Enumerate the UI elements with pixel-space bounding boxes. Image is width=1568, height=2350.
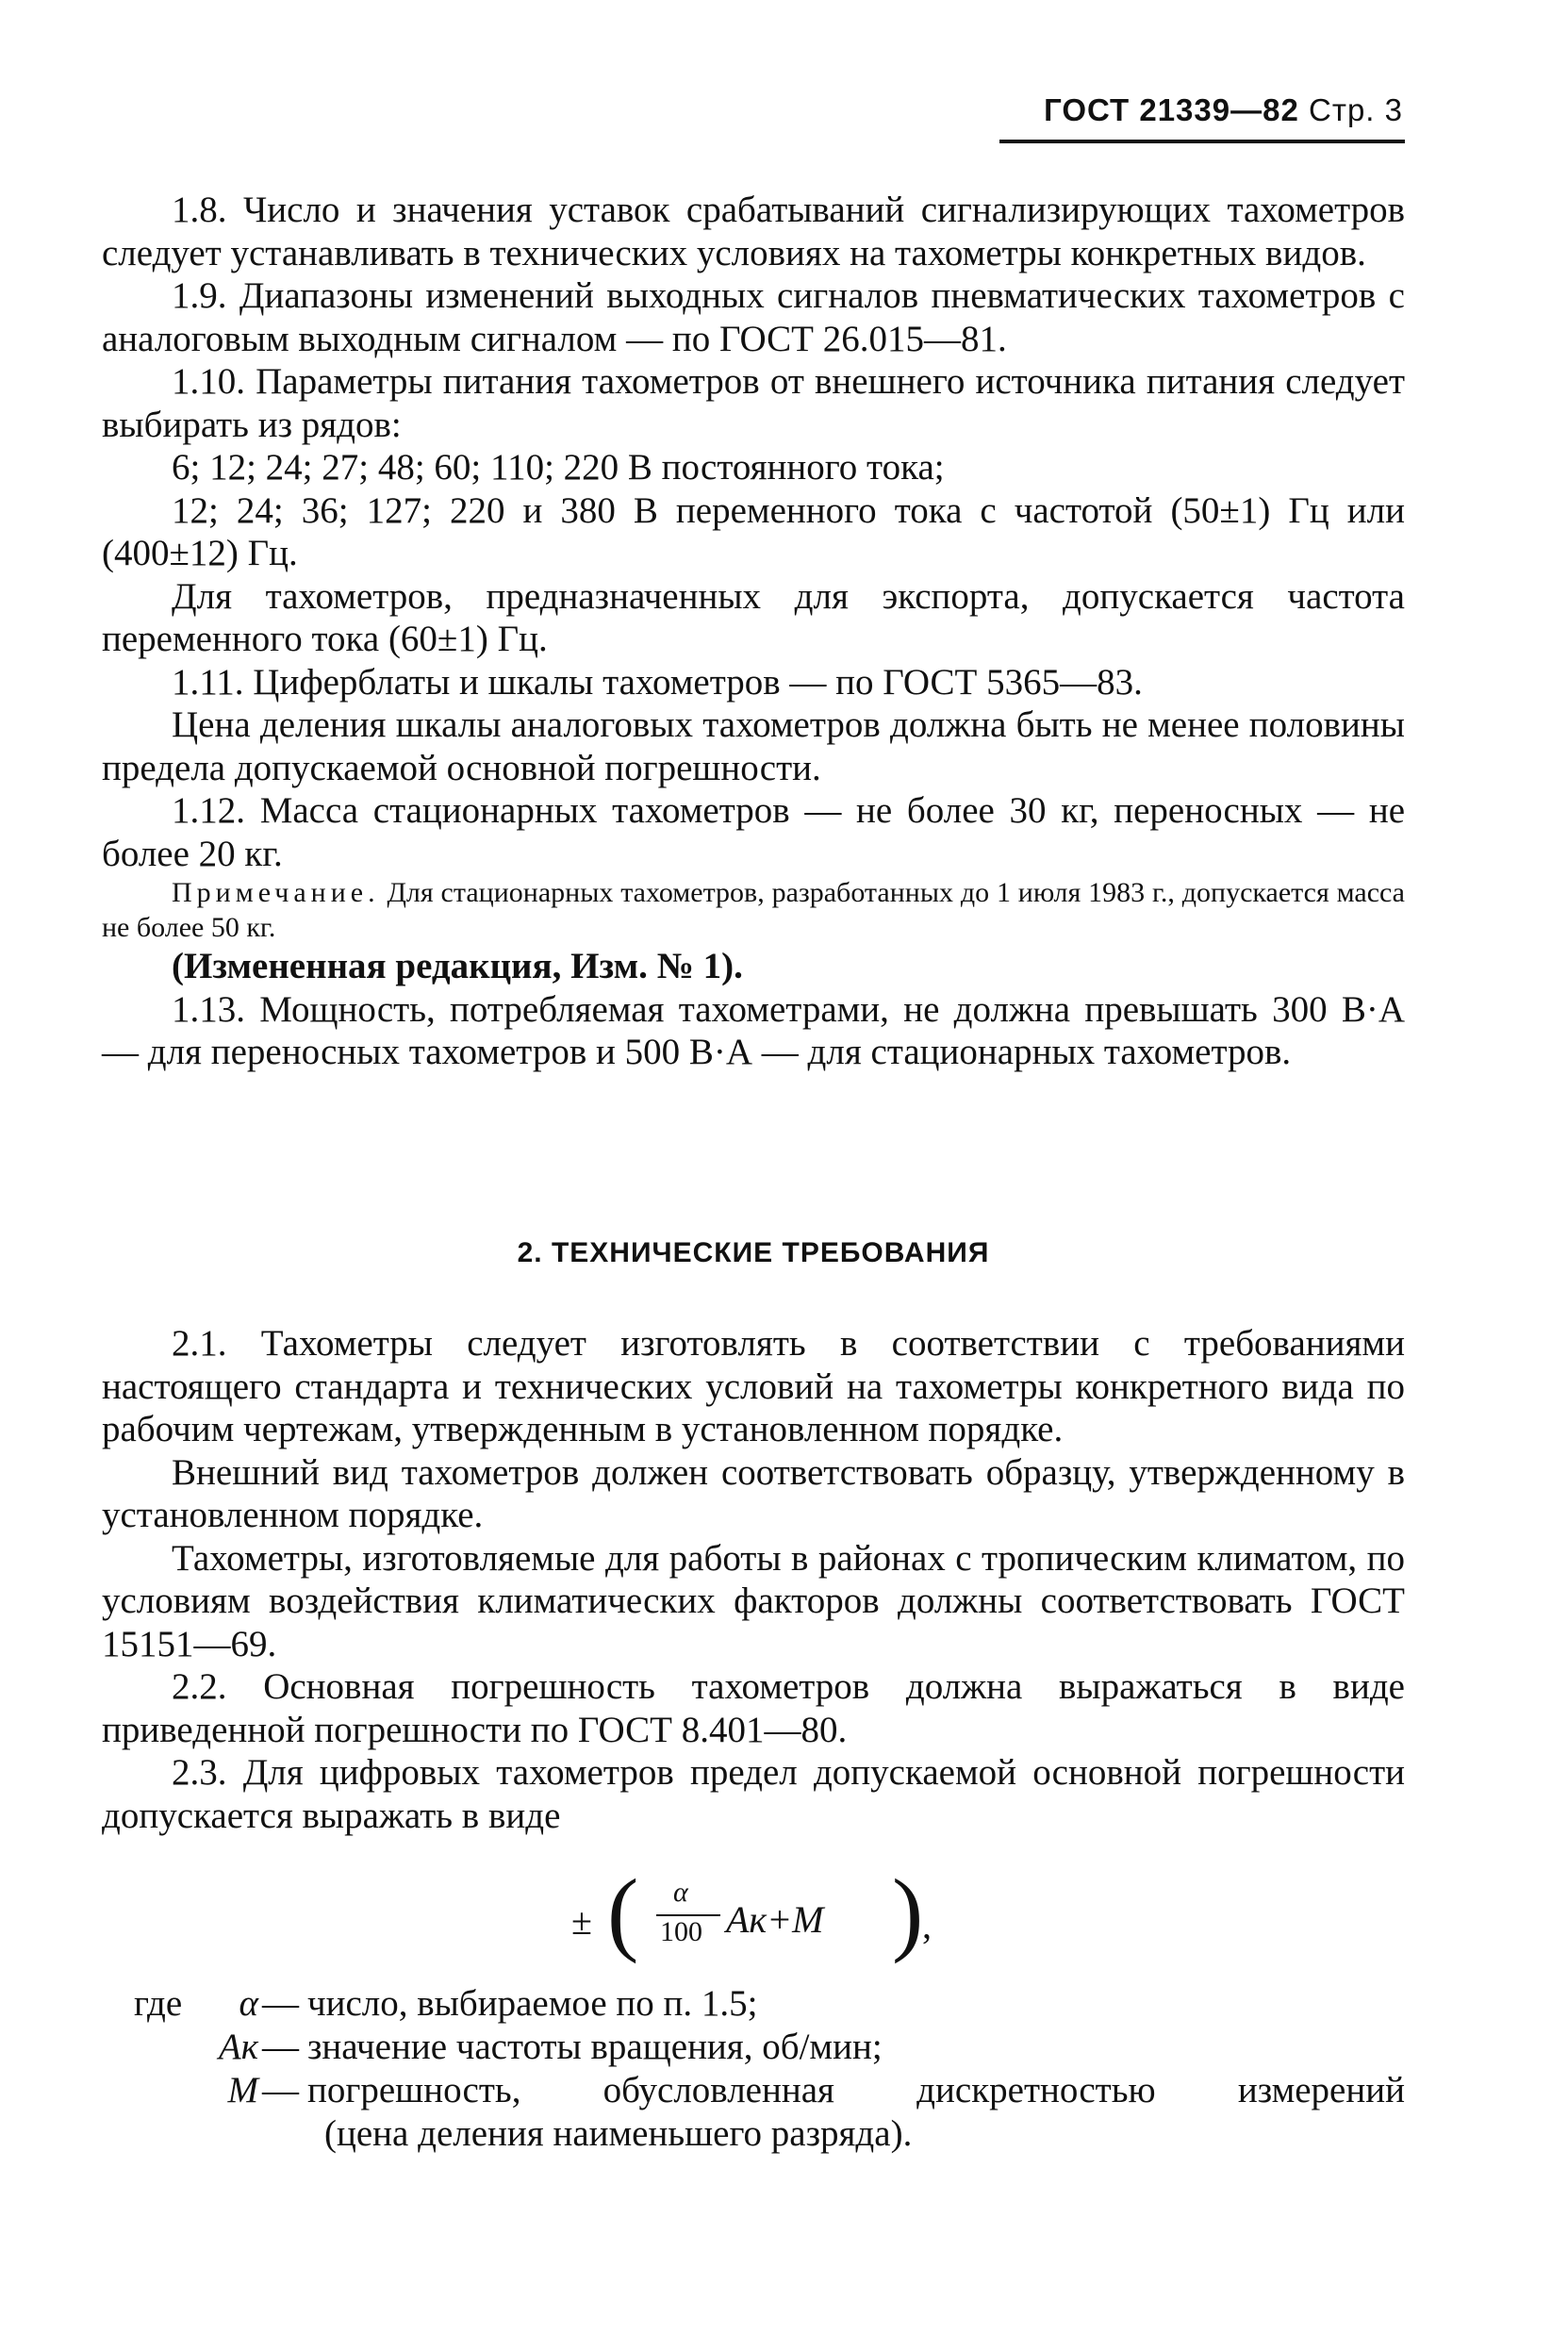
paragraph: 12; 24; 36; 127; 220 и 380 В переменного тока с частотой (50±1) Гц или (400±12) Гц. — [102, 489, 1405, 573]
symbol: α — [239, 1983, 258, 2024]
paragraph: 1.9. Диапазоны изменений выходных сигналов пневматических тахометров с аналоговым выходным сигналом — по ГОСТ 26.015—81. — [102, 275, 1405, 359]
paragraph: 1.8. Число и значения уставок срабатываний сигнализирующих тахометров следует устанавливать в технических условиях на тахометры конкретных видов. — [102, 190, 1405, 273]
left-paren: ( — [607, 1860, 639, 1964]
definition-text: погрешность, обусловленная дискретностью измерений — [307, 2070, 1405, 2110]
formula-comma: , — [922, 1904, 932, 1946]
fraction-denominator: 100 — [660, 1916, 702, 1947]
definition-row — [102, 1982, 1405, 2026]
definition-text: значение частоты вращения, об/мин; — [307, 2027, 883, 2067]
header-rule — [999, 140, 1405, 143]
plus-minus-sign: ± — [571, 1900, 592, 1943]
formula-definitions — [102, 1982, 1405, 2156]
paragraph: 2.1. Тахометры следует изготовлять в соответствии с требованиями настоящего стандарта и технических условий на тахометры конкретного вида по рабочим чертежам, утвержденным в установленном порядке. — [102, 1323, 1405, 1449]
paragraph: Для тахометров, предназначенных для экспорта, допускается частота переменного тока (60±1) Гц. — [102, 575, 1405, 659]
page-number: Стр. 3 — [1309, 92, 1403, 127]
definition-row — [102, 2026, 1405, 2069]
where-word: где — [134, 1983, 183, 2024]
symbol: M — [227, 2070, 258, 2110]
symbol: Aк — [218, 2027, 258, 2067]
dash: — — [262, 2027, 299, 2067]
paragraph: 2.3. Для цифровых тахометров предел допускаемой основной погрешности допускается выражать в виде — [102, 1752, 1405, 1836]
paragraph: 1.11. Циферблаты и шкалы тахометров — по ГОСТ 5365—83. — [172, 661, 1143, 703]
paragraph: 6; 12; 24; 27; 48; 60; 110; 220 В постоянного тока; — [172, 447, 945, 488]
paragraph: 2.2. Основная погрешность тахометров должна выражаться в виде приведенной погрешности по ГОСТ 8.401—80. — [102, 1666, 1405, 1750]
paragraph: 1.10. Параметры питания тахометров от внешнего источника питания следует выбирать из рядов: — [102, 361, 1405, 445]
gost-number: ГОСТ 21339—82 — [1044, 92, 1299, 127]
formula-terms: Aк+M — [726, 1898, 824, 1941]
note — [102, 875, 1405, 945]
page-header — [999, 92, 1403, 128]
right-paren: ) — [892, 1860, 924, 1964]
paragraph: 1.12. Масса стационарных тахометров — не более 30 кг, переносных — не более 20 кг. — [102, 790, 1405, 874]
definition-continuation: (цена деления наименьшего разряда). — [324, 2113, 913, 2154]
section-heading: 2. ТЕХНИЧЕСКИЕ ТРЕБОВАНИЯ — [517, 1237, 990, 1268]
paragraph: Тахометры, изготовляемые для работы в районах с тропическим климатом, по условиям воздействия климатических факторов должны соответствовать ГОСТ 15151—69. — [102, 1537, 1405, 1664]
definition-row — [102, 2069, 1405, 2112]
dash: — — [262, 1983, 299, 2024]
paragraph: Цена деления шкалы аналоговых тахометров должна быть не менее половины предела допускаемой основной погрешности. — [102, 704, 1405, 788]
fraction-numerator: α — [673, 1877, 688, 1908]
note-text: Для стационарных тахометров, разработанных до 1 июля 1983 г., допускается масса не более 50 кг. — [102, 877, 1405, 943]
section-1-body — [102, 189, 1405, 1074]
paragraph: 1.13. Мощность, потребляемая тахометрами, не должна превышать 300 В·А — для переносных тахометров и 500 В·А — для стационарных тахометров. — [102, 988, 1405, 1072]
paragraph: Внешний вид тахометров должен соответствовать образцу, утвержденному в установленном порядке. — [102, 1451, 1405, 1535]
definition-text: число, выбираемое по п. 1.5; — [307, 1983, 758, 2024]
note-label: Примечание. — [172, 877, 380, 908]
dash: — — [262, 2070, 299, 2110]
amendment-note: (Измененная редакция, Изм. № 1). — [172, 946, 743, 986]
error-formula — [571, 1860, 967, 1971]
section-2-body — [102, 1322, 1405, 1837]
